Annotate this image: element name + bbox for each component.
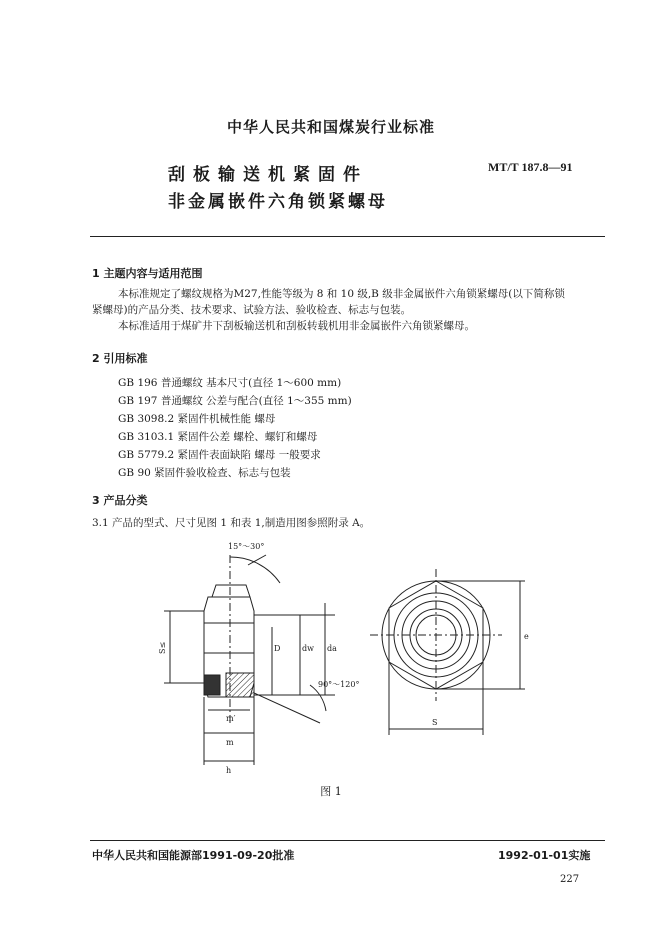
section1-para2: 本标准适用于煤矿井下刮板输送机和刮板转载机用非金属嵌件六角锁紧螺母。 [118, 320, 475, 332]
standard-code: MT/T 187.8—91 [488, 160, 573, 174]
approval-info: 中华人民共和国能源部1991-09-20批准 [92, 849, 295, 862]
d-label: D [274, 644, 281, 653]
reference-item: GB 90 紧固件验收检查、标志与包装 [118, 467, 291, 479]
nut-top-crown [212, 585, 250, 597]
s-max-label: S≤ [158, 641, 167, 654]
h-label: h [226, 766, 232, 775]
insert-section [204, 675, 220, 695]
nut-technical-drawing [150, 535, 570, 775]
reference-item: GB 3098.2 紧固件机械性能 螺母 [118, 413, 276, 425]
section1-para1-line1: 本标准规定了螺纹规格为M27,性能等级为 8 和 10 级,B 级非金属嵌件六角锁紧螺母(以下简称锁 [118, 288, 565, 300]
m-prime-label: m′ [226, 714, 236, 723]
document-title-line2: 非金属嵌件六角锁紧螺母 [168, 192, 388, 212]
document-title-line1: 刮板输送机紧固件 [168, 165, 368, 185]
m-label: m [226, 738, 234, 747]
section1-para1-line2: 紧螺母)的产品分类、技术要求、试验方法、验收检查、标志与包装。 [92, 304, 412, 316]
da-label: da [327, 644, 337, 653]
reference-item: GB 197 普通螺纹 公差与配合(直径 1～355 mm) [118, 395, 352, 407]
angle-side-label: 90°～120° [318, 680, 360, 689]
dw-label: dw [302, 644, 314, 653]
standard-title: 中华人民共和国煤炭行业标准 [226, 118, 435, 136]
footer-divider [90, 840, 605, 841]
section2-heading: 2 引用标准 [92, 352, 148, 365]
header-divider [90, 236, 605, 237]
s-label: S [432, 718, 438, 727]
section3-heading: 3 产品分类 [92, 494, 148, 507]
reference-item: GB 196 普通螺纹 基本尺寸(直径 1～600 mm) [118, 377, 342, 389]
page-number: 227 [560, 874, 580, 885]
reference-item: GB 3103.1 紧固件公差 螺栓、螺钉和螺母 [118, 431, 318, 443]
figure-caption: 图 1 [320, 785, 342, 798]
implementation-date: 1992-01-01实施 [498, 849, 591, 862]
section1-heading: 1 主题内容与适用范围 [92, 267, 203, 280]
section3-1-text: 3.1 产品的型式、尺寸见图 1 和表 1,制造用图参照附录 A。 [92, 517, 371, 529]
angle-top-label: 15°～30° [228, 542, 265, 551]
angle-line-bottom [254, 693, 320, 723]
reference-item: GB 5779.2 紧固件表面缺陷 螺母 一般要求 [118, 449, 321, 461]
e-label: e [524, 632, 529, 641]
